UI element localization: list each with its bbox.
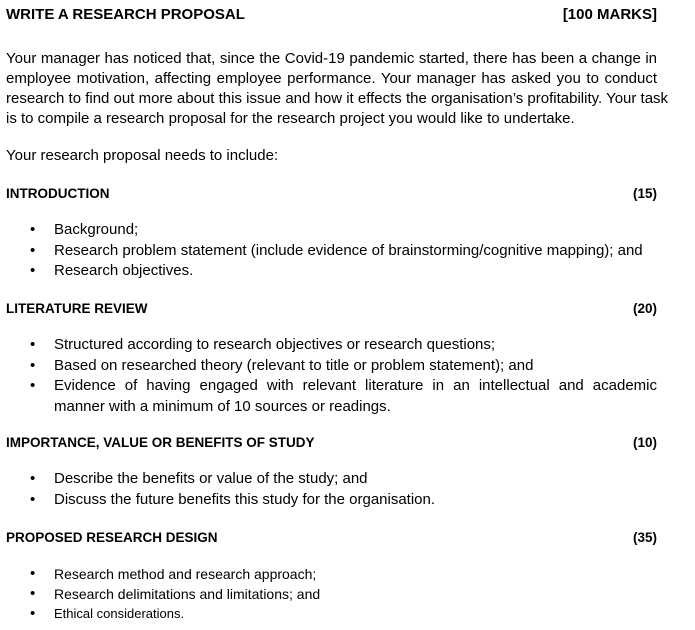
- bullet-icon: •: [30, 356, 36, 374]
- literature-review-list: [6, 335, 657, 417]
- section-title: IMPORTANCE, VALUE OR BENEFITS OF STUDY: [6, 435, 315, 450]
- list-item: • Describe the benefits or value of the study; and: [6, 469, 657, 490]
- section-marks: (10): [632, 435, 657, 450]
- section-title: PROPOSED RESEARCH DESIGN: [6, 530, 218, 545]
- scenario-line: Your manager has noticed that, since the Covid-19 pandemic started, there has been a change in: [6, 50, 657, 67]
- bullet-icon: •: [30, 241, 36, 259]
- section-title: INTRODUCTION: [6, 186, 110, 201]
- bullet-icon: •: [30, 336, 36, 353]
- bullet-icon: •: [30, 221, 36, 238]
- list-item: • Based on researched theory (relevant to title or problem statement); and: [6, 356, 657, 377]
- bullet-icon: •: [30, 262, 36, 279]
- section-heading-literature-review: [6, 301, 657, 317]
- section-marks: (20): [632, 301, 657, 316]
- bullet-icon: •: [30, 490, 36, 508]
- list-item: • Research problem statement (include evidence of brainstorming/cognitive mapping); and: [6, 241, 657, 262]
- section-marks: (15): [632, 186, 657, 201]
- bullet-icon: •: [30, 377, 36, 394]
- research-design-list: [6, 564, 657, 624]
- list-item: • Discuss the future benefits this study for the organisation.: [6, 490, 657, 511]
- list-item: • Evidence of having engaged with relevant literature in an intellectual and academic manner with a minimum of 10 sources or readings.: [30, 377, 657, 415]
- section-heading-introduction: [6, 186, 657, 202]
- introduction-list: [6, 220, 657, 282]
- section-heading-research-design: [6, 530, 657, 546]
- scenario-line: research to find out more about this issue and how it effects the organisation’s profitability. Your task: [6, 90, 669, 107]
- requirements-intro: Your research proposal needs to include:: [6, 147, 279, 164]
- section-title: LITERATURE REVIEW: [6, 301, 148, 316]
- section-marks: (35): [632, 530, 657, 545]
- document-title: WRITE A RESEARCH PROPOSAL: [6, 6, 245, 23]
- section-heading-importance: [6, 435, 657, 451]
- scenario-line: is to compile a research proposal for the research project you would like to undertake.: [6, 110, 575, 127]
- total-marks: [100 MARKS]: [562, 6, 657, 23]
- list-item: • Structured according to research objectives or research questions;: [6, 335, 657, 356]
- list-item: • Research objectives.: [6, 261, 657, 282]
- scenario-line: employee motivation, affecting employee performance. Your manager has asked you to conduct: [6, 70, 657, 87]
- bullet-icon: •: [30, 605, 36, 622]
- scenario-paragraph: [6, 49, 669, 129]
- list-item: • Research method and research approach;: [30, 565, 317, 582]
- importance-list: [6, 469, 657, 510]
- list-item: • Ethical considerations.: [30, 605, 185, 622]
- bullet-icon: •: [30, 470, 36, 487]
- list-item: • Background;: [6, 220, 657, 241]
- title-row: [6, 6, 657, 24]
- bullet-icon: •: [30, 585, 36, 602]
- bullet-icon: •: [30, 565, 36, 582]
- list-item: • Research delimitations and limitations; and: [30, 585, 321, 602]
